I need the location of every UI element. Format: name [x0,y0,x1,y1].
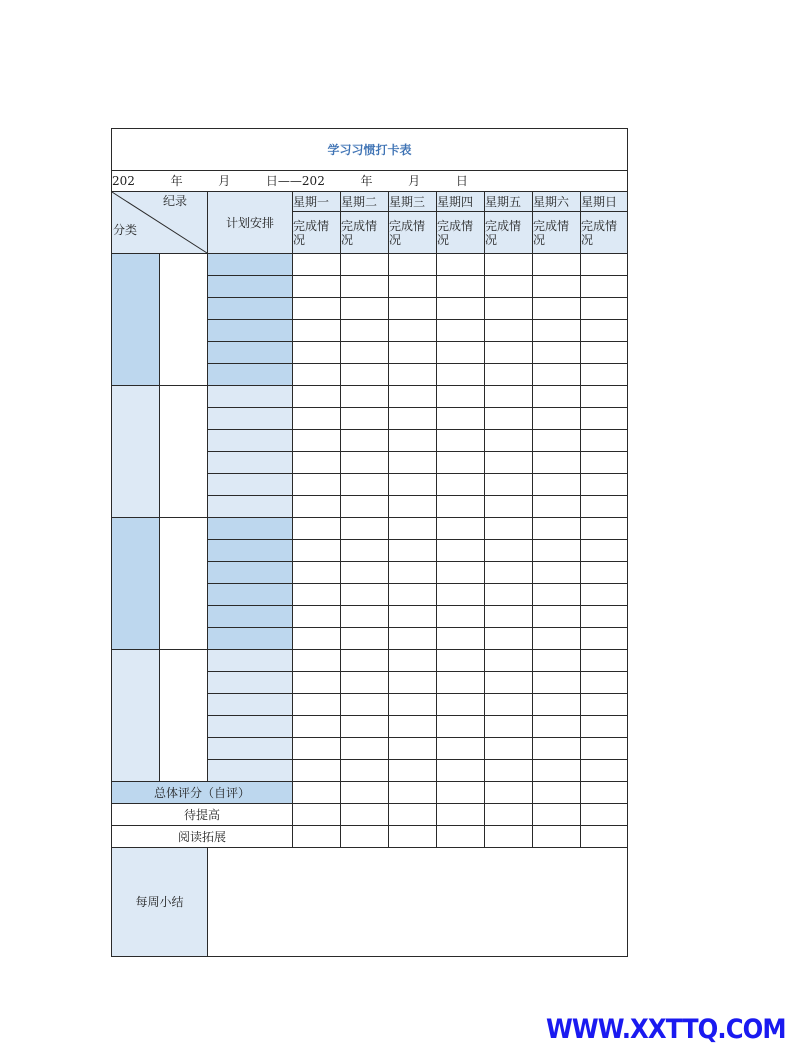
checkin-cell[interactable] [341,562,389,584]
day-header: 星期二 [341,192,389,212]
plan-header: 计划安排 [208,192,293,254]
checkin-cell[interactable] [293,584,341,606]
plan-item-cell[interactable] [208,320,293,342]
checkin-cell[interactable] [485,276,533,298]
checkin-cell[interactable] [341,716,389,738]
checkin-cell[interactable] [293,606,341,628]
checkin-cell[interactable] [533,452,581,474]
checkin-cell[interactable] [341,584,389,606]
plan-item-cell[interactable] [208,694,293,716]
checkin-cell[interactable] [389,254,437,276]
checkin-cell[interactable] [533,606,581,628]
reading-label: 阅读拓展 [112,826,293,848]
score-cell[interactable] [293,782,341,804]
checkin-cell[interactable] [581,408,628,430]
checkin-cell[interactable] [389,584,437,606]
checkin-cell[interactable] [293,496,341,518]
checkin-cell[interactable] [437,716,485,738]
checkin-cell[interactable] [389,628,437,650]
checkin-cell[interactable] [581,364,628,386]
checkin-cell[interactable] [533,694,581,716]
checkin-cell[interactable] [341,276,389,298]
plan-item-cell[interactable] [208,518,293,540]
improve-cell[interactable] [437,804,485,826]
record-cell[interactable] [160,518,208,650]
checkin-cell[interactable] [533,716,581,738]
checkin-cell[interactable] [293,386,341,408]
checkin-cell[interactable] [581,606,628,628]
checkin-cell[interactable] [485,254,533,276]
checkin-cell[interactable] [341,320,389,342]
checkin-cell[interactable] [485,430,533,452]
checkin-cell[interactable] [581,584,628,606]
reading-cell[interactable] [341,826,389,848]
plan-item-cell[interactable] [208,738,293,760]
checkin-cell[interactable] [533,408,581,430]
plan-item-cell[interactable] [208,386,293,408]
checkin-cell[interactable] [485,298,533,320]
day-header: 星期六 [533,192,581,212]
status-header: 完成情况 [341,212,389,254]
plan-item-cell[interactable] [208,584,293,606]
plan-item-cell[interactable] [208,408,293,430]
plan-item-cell[interactable] [208,254,293,276]
checkin-cell[interactable] [533,276,581,298]
checkin-cell[interactable] [581,760,628,782]
checkin-cell[interactable] [581,694,628,716]
checkin-cell[interactable] [485,584,533,606]
improve-cell[interactable] [389,804,437,826]
checkin-cell[interactable] [341,298,389,320]
checkin-cell[interactable] [389,496,437,518]
category-cell[interactable] [112,254,160,386]
checkin-cell[interactable] [293,342,341,364]
category-cell[interactable] [112,650,160,782]
improve-cell[interactable] [581,804,628,826]
checkin-cell[interactable] [485,320,533,342]
checkin-cell[interactable] [581,540,628,562]
category-label: 分类 [113,223,138,237]
day-header: 星期日 [581,192,628,212]
date-end-day-label: 日 [455,174,468,188]
checkin-cell[interactable] [437,320,485,342]
plan-item-cell[interactable] [208,452,293,474]
checkin-cell[interactable] [533,320,581,342]
checkin-cell[interactable] [581,254,628,276]
header-diagonal-cell [112,192,208,254]
checkin-cell[interactable] [293,540,341,562]
checkin-table [111,128,628,957]
checkin-cell[interactable] [485,342,533,364]
checkin-cell[interactable] [341,364,389,386]
checkin-cell[interactable] [437,628,485,650]
checkin-cell[interactable] [581,474,628,496]
site-watermark: WWW.XXTTQ.COM [546,1014,786,1045]
weekly-summary-field[interactable] [208,848,628,957]
checkin-cell[interactable] [533,430,581,452]
date-range-row [112,171,628,192]
improve-cell[interactable] [341,804,389,826]
reading-cell[interactable] [485,826,533,848]
checkin-cell[interactable] [533,254,581,276]
checkin-cell[interactable] [485,672,533,694]
plan-item-cell[interactable] [208,562,293,584]
record-cell[interactable] [160,386,208,518]
score-cell[interactable] [581,782,628,804]
plan-item-cell[interactable] [208,342,293,364]
checkin-cell[interactable] [293,408,341,430]
checkin-cell[interactable] [341,408,389,430]
checkin-cell[interactable] [341,650,389,672]
checkin-cell[interactable] [389,430,437,452]
date-end-year-label: 年 [360,174,373,188]
checkin-cell[interactable] [437,408,485,430]
checkin-cell[interactable] [581,562,628,584]
plan-item-cell[interactable] [208,672,293,694]
checkin-cell[interactable] [581,738,628,760]
checkin-cell[interactable] [389,760,437,782]
checkin-cell[interactable] [437,364,485,386]
checkin-cell[interactable] [389,474,437,496]
score-cell[interactable] [389,782,437,804]
checkin-cell[interactable] [485,496,533,518]
plan-item-cell[interactable] [208,298,293,320]
day-header: 星期五 [485,192,533,212]
checkin-cell[interactable] [389,298,437,320]
checkin-cell[interactable] [293,518,341,540]
checkin-cell[interactable] [533,364,581,386]
checkin-cell[interactable] [293,320,341,342]
date-start-month-label: 月 [218,174,231,188]
checkin-cell[interactable] [293,276,341,298]
checkin-cell[interactable] [485,716,533,738]
checkin-cell[interactable] [341,738,389,760]
date-start-year: 202 [112,174,135,188]
category-cell[interactable] [112,386,160,518]
checkin-cell[interactable] [485,694,533,716]
checkin-cell[interactable] [341,760,389,782]
checkin-cell[interactable] [581,430,628,452]
score-cell[interactable] [533,782,581,804]
reading-cell[interactable] [581,826,628,848]
checkin-cell[interactable] [533,562,581,584]
score-cell[interactable] [437,782,485,804]
checkin-cell[interactable] [389,672,437,694]
plan-item-cell[interactable] [208,276,293,298]
checkin-cell[interactable] [437,254,485,276]
checkin-cell[interactable] [485,408,533,430]
reading-cell[interactable] [293,826,341,848]
checkin-cell[interactable] [581,650,628,672]
checkin-cell[interactable] [341,606,389,628]
checkin-cell[interactable] [533,298,581,320]
checkin-cell[interactable] [341,474,389,496]
checkin-cell[interactable] [581,452,628,474]
checkin-cell[interactable] [389,540,437,562]
checkin-cell[interactable] [533,474,581,496]
checkin-cell[interactable] [437,342,485,364]
date-start-day-label: 日—— [265,174,302,188]
checkin-cell[interactable] [293,430,341,452]
checkin-cell[interactable] [485,738,533,760]
checkin-cell[interactable] [437,672,485,694]
checkin-cell[interactable] [389,738,437,760]
checkin-cell[interactable] [437,452,485,474]
checkin-cell[interactable] [581,298,628,320]
weekly-summary-label: 每周小结 [112,848,208,957]
plan-item-cell[interactable] [208,650,293,672]
checkin-cell[interactable] [341,496,389,518]
checkin-cell[interactable] [533,584,581,606]
checkin-cell[interactable] [533,672,581,694]
checkin-cell[interactable] [485,562,533,584]
date-start-year-label: 年 [170,174,183,188]
plan-row [112,386,628,408]
checkin-cell[interactable] [389,716,437,738]
checkin-cell[interactable] [485,760,533,782]
status-header: 完成情况 [581,212,628,254]
checkin-cell[interactable] [437,496,485,518]
day-header: 星期三 [389,192,437,212]
checkin-cell[interactable] [341,386,389,408]
status-header: 完成情况 [293,212,341,254]
plan-item-cell[interactable] [208,364,293,386]
checkin-cell[interactable] [293,628,341,650]
date-end-month-label: 月 [408,174,421,188]
checkin-cell[interactable] [389,342,437,364]
checkin-cell[interactable] [437,298,485,320]
checkin-cell[interactable] [389,694,437,716]
checkin-cell[interactable] [485,518,533,540]
checkin-cell[interactable] [533,650,581,672]
record-cell[interactable] [160,650,208,782]
checkin-cell[interactable] [485,452,533,474]
checkin-cell[interactable] [437,584,485,606]
checkin-cell[interactable] [341,672,389,694]
checkin-cell[interactable] [293,474,341,496]
checkin-cell[interactable] [293,650,341,672]
plan-item-cell[interactable] [208,760,293,782]
checkin-cell[interactable] [389,408,437,430]
checkin-cell[interactable] [293,452,341,474]
plan-row [112,518,628,540]
checkin-cell[interactable] [581,386,628,408]
plan-item-cell[interactable] [208,474,293,496]
checkin-cell[interactable] [485,606,533,628]
plan-item-cell[interactable] [208,496,293,518]
day-header: 星期一 [293,192,341,212]
record-label: 纪录 [162,194,187,208]
checkin-cell[interactable] [533,496,581,518]
checkin-cell[interactable] [293,298,341,320]
improve-cell[interactable] [293,804,341,826]
checkin-cell[interactable] [485,386,533,408]
checkin-cell[interactable] [437,518,485,540]
checkin-cell[interactable] [389,562,437,584]
checkin-cell[interactable] [293,254,341,276]
checkin-cell[interactable] [389,452,437,474]
checkin-cell[interactable] [437,386,485,408]
checkin-sheet [111,128,627,957]
checkin-cell[interactable] [437,738,485,760]
improve-cell[interactable] [533,804,581,826]
checkin-cell[interactable] [485,364,533,386]
category-cell[interactable] [112,518,160,650]
checkin-cell[interactable] [437,562,485,584]
checkin-cell[interactable] [389,364,437,386]
date-end-year: 202 [301,174,325,188]
plan-item-cell[interactable] [208,606,293,628]
checkin-cell[interactable] [533,518,581,540]
checkin-cell[interactable] [581,518,628,540]
checkin-cell[interactable] [293,364,341,386]
to-improve-label: 待提高 [112,804,293,826]
sheet-title: 学习习惯打卡表 [112,129,628,171]
checkin-cell[interactable] [485,474,533,496]
checkin-cell[interactable] [341,452,389,474]
checkin-cell[interactable] [437,540,485,562]
day-header: 星期四 [437,192,485,212]
plan-row [112,254,628,276]
checkin-cell[interactable] [437,650,485,672]
checkin-cell[interactable] [437,430,485,452]
status-header: 完成情况 [437,212,485,254]
checkin-cell[interactable] [293,694,341,716]
checkin-cell[interactable] [533,342,581,364]
checkin-cell[interactable] [581,320,628,342]
plan-item-cell[interactable] [208,716,293,738]
reading-cell[interactable] [389,826,437,848]
checkin-cell[interactable] [533,760,581,782]
overall-score-label: 总体评分（自评） [112,782,293,804]
checkin-cell[interactable] [437,276,485,298]
checkin-cell[interactable] [293,562,341,584]
checkin-cell[interactable] [389,386,437,408]
checkin-cell[interactable] [437,694,485,716]
checkin-cell[interactable] [485,628,533,650]
checkin-cell[interactable] [293,760,341,782]
record-cell[interactable] [160,254,208,386]
checkin-cell[interactable] [341,628,389,650]
checkin-cell[interactable] [533,386,581,408]
plan-row [112,650,628,672]
checkin-cell[interactable] [341,430,389,452]
reading-cell[interactable] [437,826,485,848]
checkin-cell[interactable] [485,540,533,562]
status-header: 完成情况 [533,212,581,254]
checkin-cell[interactable] [389,650,437,672]
checkin-cell[interactable] [437,606,485,628]
plan-item-cell[interactable] [208,628,293,650]
checkin-cell[interactable] [341,342,389,364]
checkin-cell[interactable] [581,716,628,738]
plan-item-cell[interactable] [208,540,293,562]
checkin-cell[interactable] [581,628,628,650]
checkin-cell[interactable] [437,474,485,496]
checkin-cell[interactable] [293,672,341,694]
checkin-cell[interactable] [389,320,437,342]
status-header: 完成情况 [485,212,533,254]
checkin-cell[interactable] [341,518,389,540]
checkin-cell[interactable] [293,716,341,738]
checkin-cell[interactable] [437,760,485,782]
checkin-cell[interactable] [581,342,628,364]
checkin-cell[interactable] [389,518,437,540]
reading-cell[interactable] [533,826,581,848]
checkin-cell[interactable] [341,694,389,716]
checkin-cell[interactable] [581,276,628,298]
checkin-cell[interactable] [533,628,581,650]
checkin-cell[interactable] [389,276,437,298]
score-cell[interactable] [341,782,389,804]
checkin-cell[interactable] [533,738,581,760]
plan-item-cell[interactable] [208,430,293,452]
status-header: 完成情况 [389,212,437,254]
checkin-cell[interactable] [293,738,341,760]
checkin-cell[interactable] [341,254,389,276]
checkin-cell[interactable] [533,540,581,562]
checkin-cell[interactable] [581,672,628,694]
checkin-cell[interactable] [341,540,389,562]
score-cell[interactable] [485,782,533,804]
checkin-cell[interactable] [581,496,628,518]
checkin-cell[interactable] [485,650,533,672]
checkin-cell[interactable] [389,606,437,628]
improve-cell[interactable] [485,804,533,826]
